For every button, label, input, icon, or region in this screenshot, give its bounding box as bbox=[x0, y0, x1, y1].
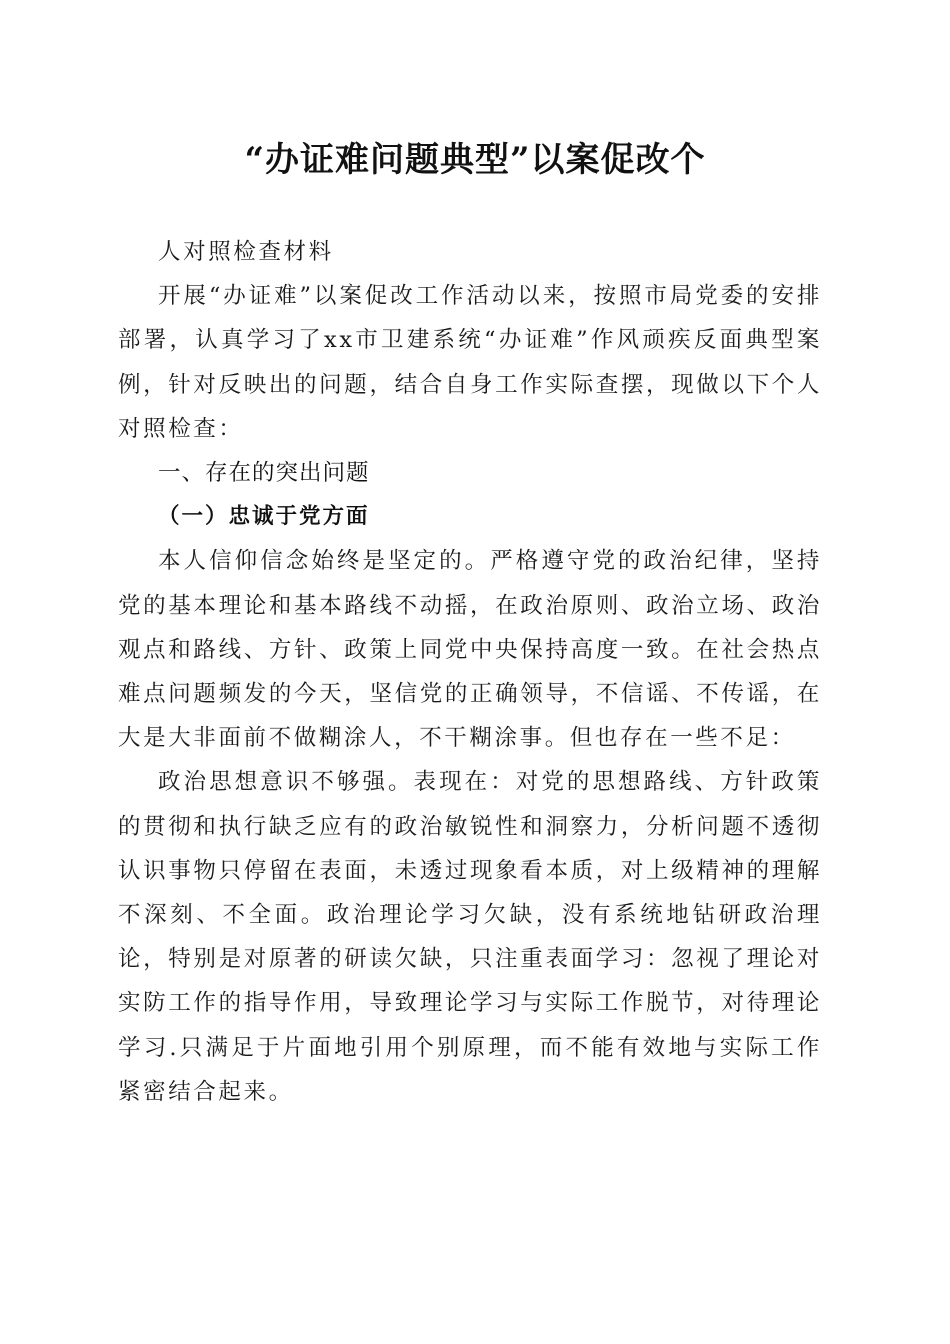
body-paragraph-1: 本人信仰信念始终是坚定的。严格遵守党的政治纪律，坚持党的基本理论和基本路线不动摇，在政治原则、政治立场、政治观点和路线、方针、政策上同党中央保持高度一致。在社会热点难点问题频发的今天，坚信党的正确领导，不信谣、不传谣，在大是大非面前不做糊涂人，不干糊涂事。但也存在一些不足： bbox=[118, 548, 822, 752]
document-body bbox=[118, 230, 822, 1114]
title-continuation: 人对照检查材料 bbox=[158, 239, 334, 265]
subsection-heading: （一）忠诚于党方面 bbox=[158, 504, 370, 530]
document-title: “办证难问题典型”以案促改个 bbox=[244, 140, 706, 180]
section-heading: 一、存在的突出问题 bbox=[158, 460, 370, 487]
body-paragraph-2: 政治思想意识不够强。表现在：对党的思想路线、方针政策的贯彻和执行缺乏应有的政治敏锐性和洞察力，分析问题不透彻认识事物只停留在表面，未透过现象看本质，对上级精神的理解不深刻、不全面。政治理论学习欠缺，没有系统地钻研政治理论，特别是对原著的研读欠缺，只注重表面学习：忽视了理论对实防工作的指导作用，导致理论学习与实际工作脱节，对待理论学习.只满足于片面地引用个别原理，而不能有效地与实际工作紧密结合起来。 bbox=[118, 769, 822, 1105]
intro-paragraph: 开展“办证难”以案促改工作活动以来，按照市局党委的安排部署，认真学习了xx市卫建系统“办证难”作风顽疾反面典型案例，针对反映出的问题，结合自身工作实际查摆，现做以下个人对照检查： bbox=[118, 283, 822, 442]
